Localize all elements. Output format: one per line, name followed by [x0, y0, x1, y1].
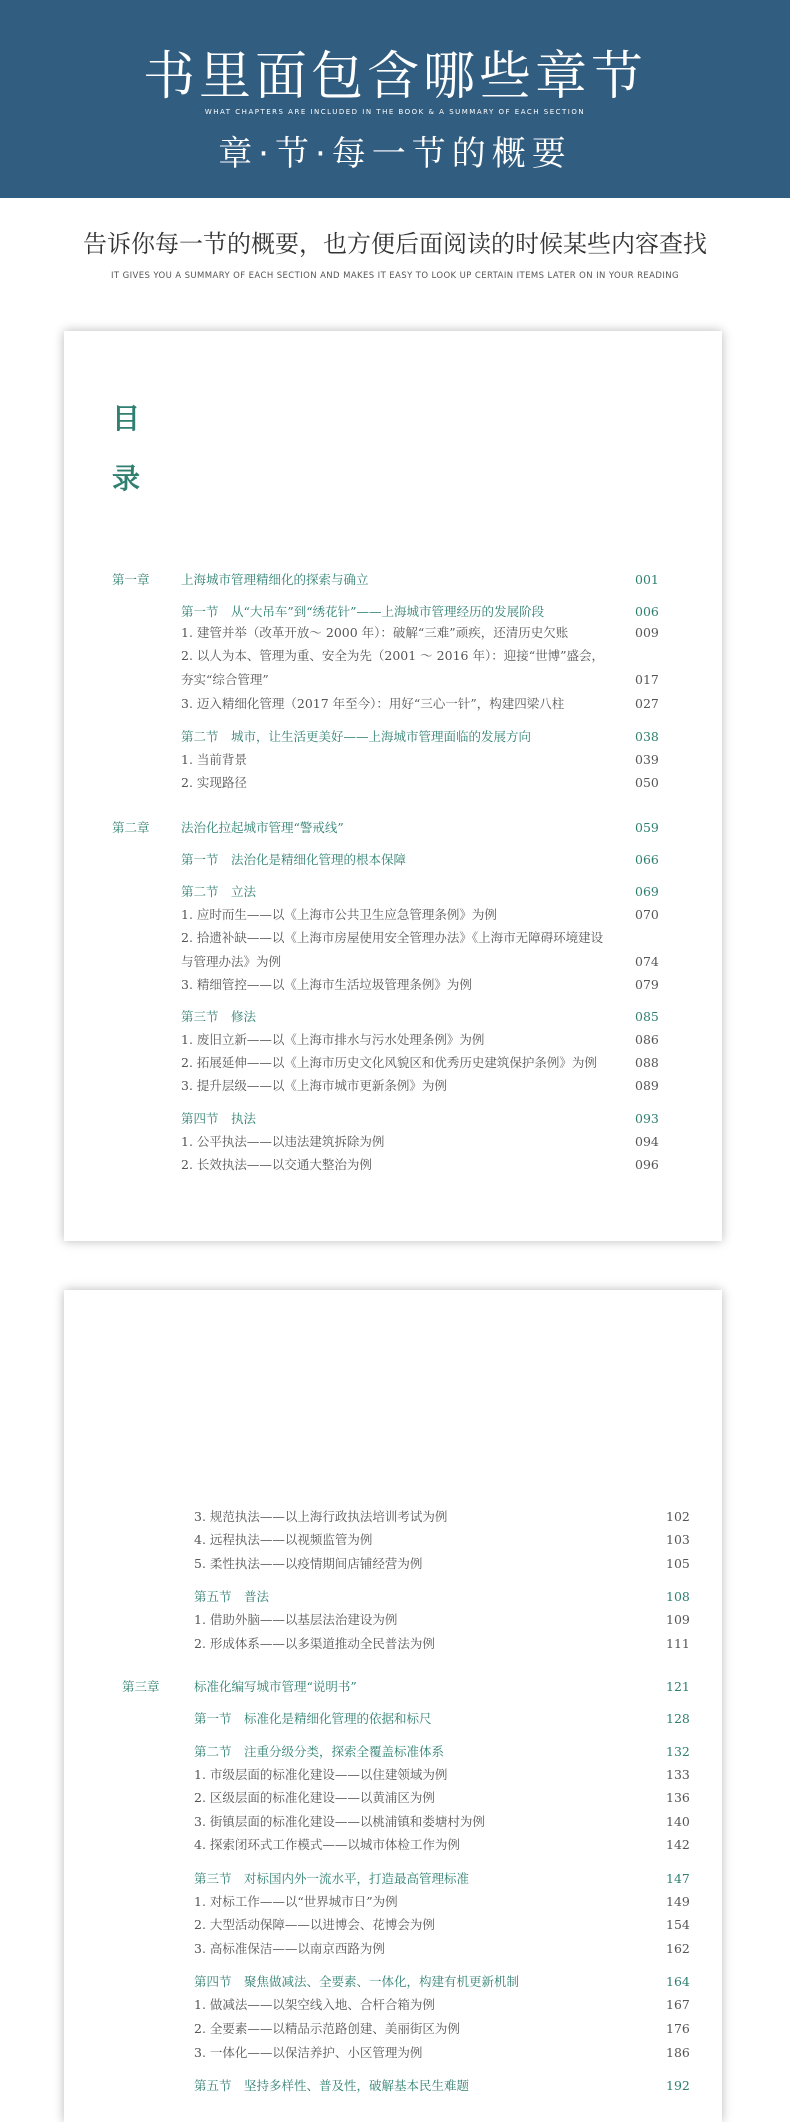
header-subtitle-en: WHAT CHAPTERS ARE INCLUDED IN THE BOOK & A SUMMARY OF EACH SECTION	[204, 108, 586, 116]
page-number: 006	[635, 604, 659, 619]
chapter-title: 标准化编写城市管理“说明书”	[194, 1679, 357, 1694]
page-number: 142	[666, 1837, 690, 1852]
item-title: 2. 形成体系——以多渠道推动全民普法为例	[194, 1636, 435, 1651]
page-number: 039	[635, 752, 659, 767]
header-subtitle: 章·节·每一节的概要	[218, 134, 572, 174]
page-number: 108	[666, 1589, 690, 1604]
intro-text-en: IT GIVES YOU A SUMMARY OF EACH SECTION AND MAKES IT EASY TO LOOK UP CERTAIN ITEMS LATER ON IN YOUR READING	[110, 271, 679, 281]
item-title: 2. 拾遗补缺——以《上海市房屋使用安全管理办法》《上海市无障碍环境建设	[181, 930, 604, 945]
section-title: 第四节 聚焦做减法、全要素、一体化，构建有机更新机制	[194, 1974, 520, 1989]
section-title: 第四节 执法	[181, 1111, 257, 1126]
item-title: 1. 应时而生——以《上海市公共卫生应急管理条例》为例	[181, 907, 497, 922]
section-title: 第二节 注重分级分类，探索全覆盖标准体系	[194, 1744, 445, 1759]
toc-page-1	[64, 331, 722, 1241]
toc-item-row	[194, 1635, 696, 1653]
chapter-title: 法治化拉起城市管理“警戒线”	[181, 820, 344, 835]
toc-section-row	[181, 851, 665, 869]
section-title: 第二节 立法	[181, 884, 257, 899]
item-title: 夯实“综合管理”	[181, 672, 269, 687]
section-title: 第二节 城市，让生活更美好——上海城市管理面临的发展方向	[181, 729, 532, 744]
toc-item-row	[194, 1611, 696, 1629]
toc-section-row	[194, 1973, 696, 1991]
toc-item-row	[194, 2044, 696, 2062]
page-number: 074	[635, 954, 659, 969]
chapter-label: 第三章	[122, 1679, 160, 1694]
toc-item-row	[194, 1893, 696, 1911]
item-title: 1. 废旧立新——以《上海市排水与污水处理条例》为例	[181, 1032, 485, 1047]
item-title: 4. 探索闭环式工作模式——以城市体检工作为例	[194, 1837, 460, 1852]
page-number: 132	[666, 1744, 690, 1759]
item-title: 1. 借助外脑——以基层法治建设为例	[194, 1612, 398, 1627]
page-number: 167	[666, 1997, 690, 2012]
page-number: 027	[635, 696, 659, 711]
toc-section-row	[194, 1588, 696, 1606]
intro-text: 告诉你每一节的概要，也方便后面阅读的时候某些内容查找	[83, 230, 707, 258]
section-title: 第五节 普法	[194, 1589, 270, 1604]
toc-item-row	[181, 1156, 665, 1174]
toc-item-row	[194, 1531, 696, 1549]
item-title: 1. 做减法——以架空线入地、合杆合箱为例	[194, 1997, 435, 2012]
item-title: 2. 大型活动保障——以进博会、花博会为例	[194, 1917, 435, 1932]
toc-item-row	[194, 1996, 696, 2014]
page-number: 136	[666, 1790, 690, 1805]
page-number: 017	[635, 672, 659, 687]
toc-section-row	[181, 883, 665, 901]
toc-item-row	[181, 929, 665, 947]
page-number: 149	[666, 1894, 690, 1909]
toc-item-row	[181, 751, 665, 769]
page-number: 162	[666, 1941, 690, 1956]
page-number: 059	[635, 820, 659, 835]
toc-item-row	[194, 1940, 696, 1958]
toc-item-row	[181, 1133, 665, 1151]
toc-item-row	[181, 1077, 665, 1095]
page-number: 140	[666, 1814, 690, 1829]
item-title: 3. 规范执法——以上海行政执法培训考试为例	[194, 1509, 448, 1524]
chapter-label: 第一章	[112, 572, 150, 587]
item-title: 1. 建管并举（改革开放～ 2000 年）：破解“三难”顽疾，还清历史欠账	[181, 625, 569, 640]
page-number: 154	[666, 1917, 690, 1932]
toc-section-row	[181, 603, 665, 621]
page-number: 070	[635, 907, 659, 922]
toc-item-row	[181, 1054, 665, 1072]
page-number: 086	[635, 1032, 659, 1047]
item-title: 4. 远程执法——以视频监管为例	[194, 1532, 373, 1547]
header-banner	[0, 0, 790, 198]
page-number: 109	[666, 1612, 690, 1627]
toc-section-row	[194, 1743, 696, 1761]
page-number: 096	[635, 1157, 659, 1172]
toc-item-row	[181, 774, 665, 792]
section-title: 第三节 对标国内外一流水平，打造最高管理标准	[194, 1871, 470, 1886]
item-title: 2. 拓展延伸——以《上海市历史文化风貌区和优秀历史建筑保护条例》为例	[181, 1055, 597, 1070]
toc-item-row	[194, 1836, 696, 1854]
item-title: 3. 提升层级——以《上海市城市更新条例》为例	[181, 1078, 447, 1093]
page-number: 121	[666, 1679, 690, 1694]
page-number: 103	[666, 1532, 690, 1547]
toc-item-row	[194, 1555, 696, 1573]
item-title: 1. 当前背景	[181, 752, 247, 767]
toc-item-row	[194, 1766, 696, 1784]
toc-item-row	[181, 976, 665, 994]
item-title: 1. 对标工作——以“世界城市日”为例	[194, 1894, 398, 1909]
item-title: 5. 柔性执法——以疫情期间店铺经营为例	[194, 1556, 423, 1571]
toc-page-2	[64, 1290, 722, 2122]
item-title: 2. 实现路径	[181, 775, 247, 790]
item-title: 2. 长效执法——以交通大整治为例	[181, 1157, 372, 1172]
page-number: 102	[666, 1509, 690, 1524]
page-number: 176	[666, 2021, 690, 2036]
page-number: 009	[635, 625, 659, 640]
toc-item-row	[181, 695, 665, 713]
page-number: 038	[635, 729, 659, 744]
chapter-label: 第二章	[112, 820, 150, 835]
page-number: 079	[635, 977, 659, 992]
toc-item-row	[194, 1916, 696, 1934]
toc-section-row	[194, 1710, 696, 1728]
section-title: 第一节 法治化是精细化管理的根本保障	[181, 852, 407, 867]
page-number: 088	[635, 1055, 659, 1070]
toc-title: 目 录	[112, 402, 141, 495]
toc-item-row	[181, 1031, 665, 1049]
item-title: 3. 高标准保洁——以南京西路为例	[194, 1941, 385, 1956]
item-title: 与管理办法》为例	[181, 954, 282, 969]
toc-item-row	[181, 953, 665, 971]
page-number: 105	[666, 1556, 690, 1571]
page-number: 085	[635, 1009, 659, 1024]
page-number: 066	[635, 852, 659, 867]
section-title: 第五节 坚持多样性、普及性，破解基本民生难题	[194, 2078, 470, 2093]
toc-item-row	[181, 906, 665, 924]
section-title: 第一节 标准化是精细化管理的依据和标尺	[194, 1711, 432, 1726]
toc-item-row	[181, 647, 665, 665]
item-title: 3. 精细管控——以《上海市生活垃圾管理条例》为例	[181, 977, 472, 992]
page-number: 001	[635, 572, 659, 587]
toc-section-row	[194, 2077, 696, 2095]
page-number: 147	[666, 1871, 690, 1886]
page-number: 111	[666, 1636, 690, 1651]
header-title: 书里面包含哪些章节	[142, 47, 647, 107]
toc-section-row	[194, 1870, 696, 1888]
page-number: 089	[635, 1078, 659, 1093]
item-title: 1. 市级层面的标准化建设——以住建领域为例	[194, 1767, 448, 1782]
toc-item-row	[181, 671, 665, 689]
toc-item-row	[194, 1508, 696, 1526]
toc-section-row	[181, 1008, 665, 1026]
page-number: 050	[635, 775, 659, 790]
item-title: 3. 一体化——以保洁养护、小区管理为例	[194, 2045, 423, 2060]
toc-section-row	[181, 1110, 665, 1128]
item-title: 2. 全要素——以精品示范路创建、美丽街区为例	[194, 2021, 460, 2036]
toc-chapter-row	[112, 819, 665, 837]
page-number: 093	[635, 1111, 659, 1126]
toc-chapter-row	[122, 1678, 696, 1696]
item-title: 2. 区级层面的标准化建设——以黄浦区为例	[194, 1790, 435, 1805]
toc-item-row	[194, 2020, 696, 2038]
page-number: 069	[635, 884, 659, 899]
toc-section-row	[181, 728, 665, 746]
page-number: 164	[666, 1974, 690, 1989]
page-number: 186	[666, 2045, 690, 2060]
page-number: 133	[666, 1767, 690, 1782]
page-number: 094	[635, 1134, 659, 1149]
toc-item-row	[194, 1813, 696, 1831]
toc-item-row	[194, 1789, 696, 1807]
section-title: 第三节 修法	[181, 1009, 257, 1024]
toc-item-row	[181, 624, 665, 642]
section-title: 第一节 从“大吊车”到“绣花针”——上海城市管理经历的发展阶段	[181, 604, 545, 619]
toc-chapter-row	[112, 571, 665, 589]
item-title: 3. 迈入精细化管理（2017 年至今）：用好“三心一针”，构建四梁八柱	[181, 696, 565, 711]
item-title: 2. 以人为本、管理为重、安全为先（2001 ～ 2016 年）：迎接“世博”盛会，	[181, 648, 604, 663]
page-number: 192	[666, 2078, 690, 2093]
chapter-title: 上海城市管理精细化的探索与确立	[181, 572, 369, 587]
item-title: 3. 街镇层面的标准化建设——以桃浦镇和娄塘村为例	[194, 1814, 485, 1829]
item-title: 1. 公平执法——以违法建筑拆除为例	[181, 1134, 385, 1149]
page-number: 128	[666, 1711, 690, 1726]
